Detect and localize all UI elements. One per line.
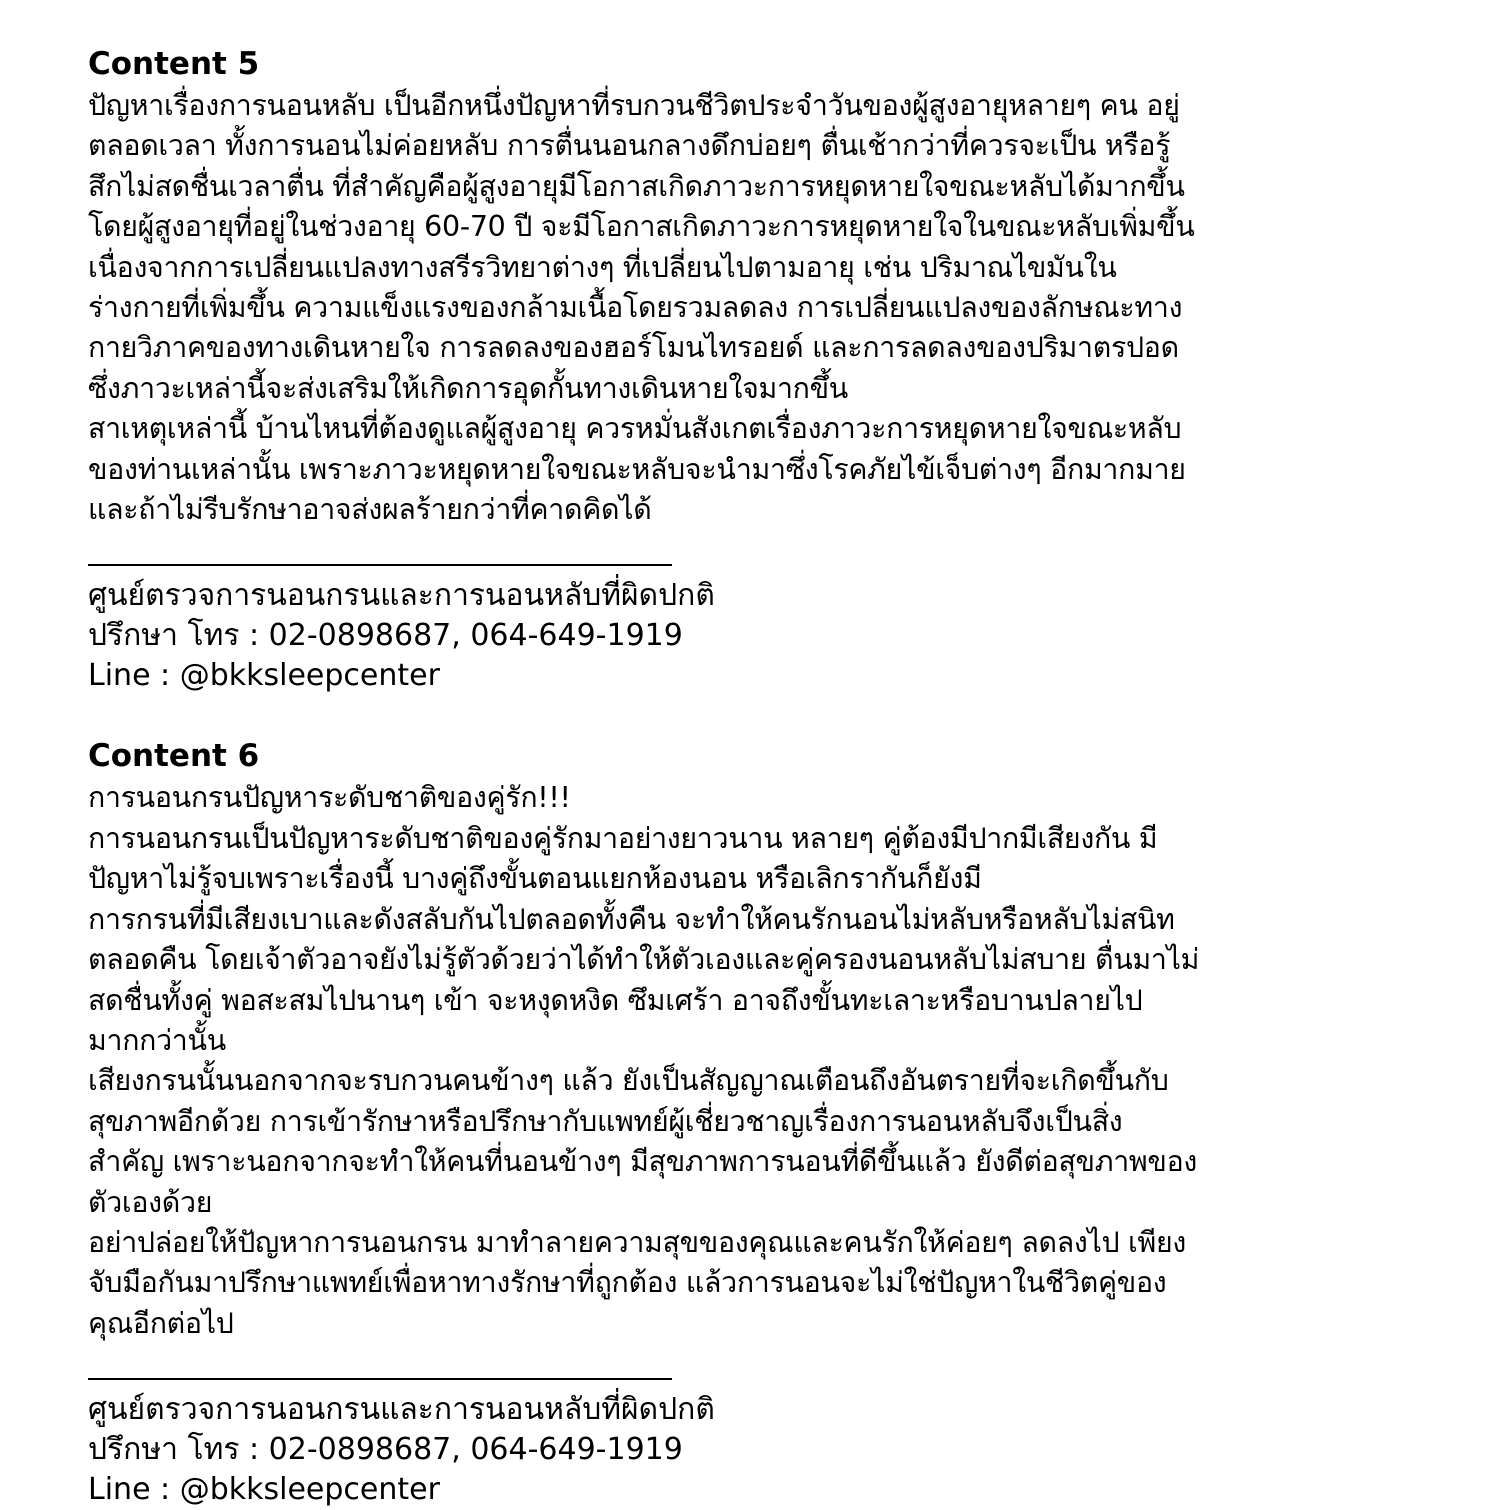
contact-center-name: ศูนย์ตรวจการนอนกรนและการนอนหลับที่ผิดปกติ (88, 1392, 715, 1428)
content-5-contact (88, 576, 1388, 696)
body-line: ร่างกายที่เพิ่มขึ้น ความแข็งแรงของกล้ามเนื้อโดยรวมลดลง การเปลี่ยนแปลงของลักษณะทาง (88, 291, 1183, 325)
body-line: ปัญหาเรื่องการนอนหลับ เป็นอีกหนึ่งปัญหาที่รบกวนชีวิตประจำวันของผู้สูงอายุหลายๆ คน อยู่ (88, 89, 1180, 122)
body-line: สุขภาพอีกด้วย การเข้ารักษาหรือปรึกษากับแพทย์ผู้เชี่ยวชาญเรื่องการนอนหลับจึงเป็นสิ่ง (88, 1104, 1123, 1138)
body-line: คุณอีกต่อไป (88, 1306, 234, 1340)
body-line: การนอนกรนเป็นปัญหาระดับชาติของคู่รักมาอย่างยาวนาน หลายๆ คู่ต้องมีปากมีเสียงกัน มี (88, 821, 1158, 855)
body-line: สำคัญ เพราะนอกจากจะทำให้คนที่นอนข้างๆ มีสุขภาพการนอนที่ดีขึ้นแล้ว ยังดีต่อสุขภาพของ (88, 1145, 1198, 1179)
content-6-body (88, 778, 1388, 1344)
contact-center-name: ศูนย์ตรวจการนอนกรนและการนอนหลับที่ผิดปกติ (88, 578, 715, 614)
body-line: โดยผู้สูงอายุที่อยู่ในช่วงอายุ 60-70 ปี จะมีโอกาสเกิดภาวะการหยุดหายใจในขณะหลับเพิ่มขึ้น (88, 210, 1195, 244)
contact-line-id: Line : @bkksleepcenter (88, 658, 440, 694)
contact-line-id: Line : @bkksleepcenter (88, 1472, 440, 1508)
body-line: เสียงกรนนั้นนอกจากจะรบกวนคนข้างๆ แล้ว ยังเป็นสัญญาณเตือนถึงอันตรายที่จะเกิดขึ้นกับ (88, 1064, 1169, 1098)
content-6-section (88, 734, 1388, 1510)
body-line: เนื่องจากการเปลี่ยนแปลงทางสรีรวิทยาต่างๆ ที่เปลี่ยนไปตามอายุ เช่น ปริมาณไขมันใน (88, 250, 1117, 284)
body-line: จับมือกันมาปรึกษาแพทย์เพื่อหาทางรักษาที่ถูกต้อง แล้วการนอนจะไม่ใช่ปัญหาในชีวิตคู่ของ (88, 1266, 1167, 1300)
signature-divider (88, 564, 672, 566)
document-page (88, 42, 1388, 1510)
body-line: ของท่านเหล่านั้น เพราะภาวะหยุดหายใจขณะหลับจะนำมาซึ่งโรคภัยไข้เจ็บต่างๆ อีกมากมาย (88, 452, 1186, 486)
body-line: มากกว่านั้น (88, 1023, 226, 1057)
content-5-body (88, 86, 1388, 530)
body-line: การนอนกรนปัญหาระดับชาติของคู่รัก!!! (88, 781, 571, 815)
body-line: ตลอดเวลา ทั้งการนอนไม่ค่อยหลับ การตื่นนอนกลางดึกบ่อยๆ ตื่นเช้ากว่าที่ควรจะเป็น หรือรู้ (88, 129, 1171, 163)
content-6-contact (88, 1390, 1388, 1510)
body-line: การกรนที่มีเสียงเบาและดังสลับกันไปตลอดทั้งคืน จะทำให้คนรักนอนไม่หลับหรือหลับไม่สนิท (88, 902, 1175, 936)
body-line: และถ้าไม่รีบรักษาอาจส่งผลร้ายกว่าที่คาดคิดได้ (88, 493, 652, 527)
body-line: สาเหตุเหล่านี้ บ้านไหนที่ต้องดูแลผู้สูงอายุ ควรหมั่นสังเกตเรื่องภาวะการหยุดหายใจขณะหลับ (88, 412, 1182, 446)
body-line: กายวิภาคของทางเดินหายใจ การลดลงของฮอร์โมนไทรอยด์ และการลดลงของปริมาตรปอด (88, 331, 1179, 365)
body-line: สึกไม่สดชื่นเวลาตื่น ที่สำคัญคือผู้สูงอายุมีโอกาสเกิดภาวะการหยุดหายใจขณะหลับได้มากขึ้น (88, 169, 1185, 203)
content-6-heading: Content 6 (88, 738, 260, 775)
body-line: สดชื่นทั้งคู่ พอสะสมไปนานๆ เข้า จะหงุดหงิด ซึมเศร้า อาจถึงขั้นทะเลาะหรือบานปลายไป (88, 983, 1143, 1017)
body-line: ตัวเองด้วย (88, 1185, 213, 1219)
contact-phone: ปรึกษา โทร : 02-0898687, 064-649-1919 (88, 618, 683, 654)
body-line: ตลอดคืน โดยเจ้าตัวอาจยังไม่รู้ตัวด้วยว่าได้ทำให้ตัวเองและคู่ครองนอนหลับไม่สบาย ตื่นมาไม่ (88, 943, 1200, 977)
body-line: อย่าปล่อยให้ปัญหาการนอนกรน มาทำลายความสุขของคุณและคนรักให้ค่อยๆ ลดลงไป เพียง (88, 1225, 1186, 1259)
signature-divider (88, 1378, 672, 1380)
content-5-heading: Content 5 (88, 46, 260, 82)
content-5-section (88, 42, 1388, 696)
body-line: ซึ่งภาวะเหล่านี้จะส่งเสริมให้เกิดการอุดกั้นทางเดินหายใจมากขึ้น (88, 371, 848, 405)
contact-phone: ปรึกษา โทร : 02-0898687, 064-649-1919 (88, 1432, 683, 1468)
body-line: ปัญหาไม่รู้จบเพราะเรื่องนี้ บางคู่ถึงขั้นตอนแยกห้องนอน หรือเลิกรากันก็ยังมี (88, 862, 982, 896)
